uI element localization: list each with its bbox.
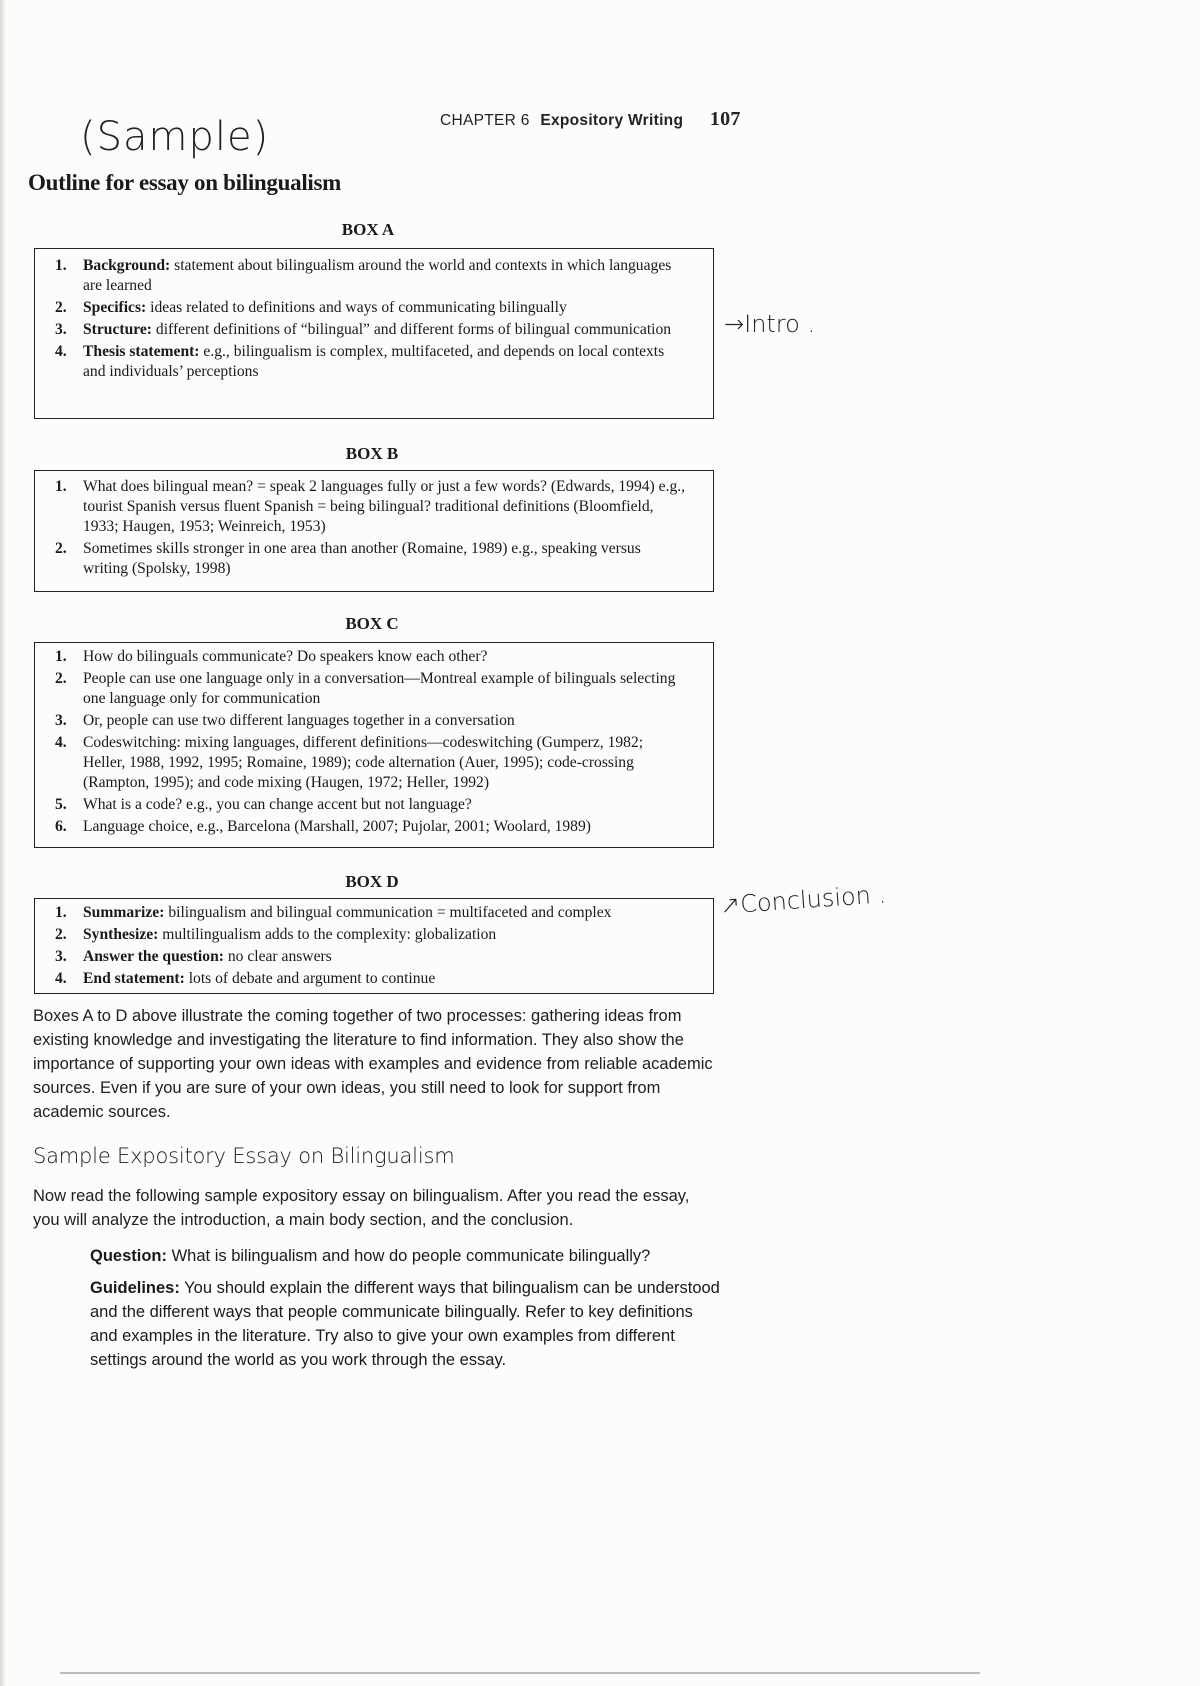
intro-paragraph: Now read the following sample expository essay on bilingualism. After you read the essay, you will analyze the introduction, a main body section, and the conclusion. <box>33 1187 690 1229</box>
list-item: 2. Specifics: ideas related to definitions and ways of communicating bilingually <box>55 299 567 316</box>
running-head <box>440 108 741 131</box>
question-term: Question: <box>90 1247 167 1265</box>
list-item: 1. What does bilingual mean? = speak 2 languages fully or just a few words? (Edwards, 1994) e.g., tourist Spanish versus fluent Spanish = being bilingual? traditional definitions (Bloomfield, 1933; Haugen, 1953; Weinreich, 1953) <box>55 478 686 535</box>
box-c-label: BOX C <box>345 614 399 633</box>
section-heading: Sample Expository Essay on Bilingualism <box>33 1144 455 1168</box>
guidelines-term: Guidelines: <box>90 1279 180 1297</box>
scan-bottom-line <box>60 1672 980 1674</box>
list-item: 6. Language choice, e.g., Barcelona (Marshall, 2007; Pujolar, 2001; Woolard, 1989) <box>55 818 591 835</box>
scan-edge-shadow <box>0 0 6 1686</box>
box-b <box>34 470 714 592</box>
list-item: 1. Summarize: bilingualism and bilingual communication = multifaceted and complex <box>55 904 612 921</box>
list-item: 3. Or, people can use two different languages together in a conversation <box>55 712 515 729</box>
question-line <box>90 1244 720 1268</box>
box-a-list <box>35 256 713 382</box>
outline-title: Outline for essay on bilingualism <box>28 170 342 195</box>
box-d <box>34 898 714 994</box>
list-item: 1. How do bilinguals communicate? Do speakers know each other? <box>55 648 488 665</box>
page-number: 107 <box>709 108 741 130</box>
guidelines-text: You should explain the different ways that bilingualism can be understood and the different ways that people communicate bilingually. Refer to key definitions and examples in the literature. Try also to give your own examples from different settings around the world as you work through the essay. <box>90 1279 720 1369</box>
handwritten-sample-note: (Sample) <box>80 114 270 160</box>
list-item: 2. Sometimes skills stronger in one area than another (Romaine, 1989) e.g., speaking versus writing (Spolsky, 1998) <box>55 540 641 577</box>
box-a <box>34 248 714 419</box>
question-text: What is bilingualism and how do people communicate bilingually? <box>171 1247 651 1265</box>
list-item: 2. Synthesize: multilingualism adds to the complexity: globalization <box>55 926 497 943</box>
box-c-list <box>35 647 713 837</box>
handwritten-conclusion-note: ↗Conclusion . <box>719 880 887 920</box>
list-item: 5. What is a code? e.g., you can change accent but not language? <box>55 796 472 813</box>
box-a-label: BOX A <box>341 220 395 239</box>
summary-paragraph: Boxes A to D above illustrate the coming together of two processes: gathering ideas from existing knowledge and investigating the literature to find information. They also show the importance of supporting your own ideas with examples and evidence from reliable academic sources. Even if you are sure of your own ideas, you still need to look for support from academic sources. <box>33 1007 713 1121</box>
chapter-label: CHAPTER 6 <box>440 112 530 129</box>
list-item: 4. Codeswitching: mixing languages, different definitions—codeswitching (Gumperz, 1982; Heller, 1988, 1992, 1995; Romaine, 1989); code alternation (Auer, 1995); code-crossing (Rampton, 1995); and code mixing (Haugen, 1972; Heller, 1992) <box>55 734 644 791</box>
list-item: 2. People can use one language only in a conversation—Montreal example of bilinguals selecting one language only for communication <box>55 670 676 707</box>
box-d-list <box>35 903 713 989</box>
list-item: 3. Structure: different definitions of “bilingual” and different forms of bilingual communication <box>55 321 672 338</box>
box-d-label: BOX D <box>345 872 399 891</box>
list-item: 4. End statement: lots of debate and argument to continue <box>55 970 436 987</box>
box-c <box>34 642 714 848</box>
handwritten-intro-note: →Intro . <box>724 310 816 338</box>
box-b-label: BOX B <box>345 444 399 463</box>
list-item: 4. Thesis statement: e.g., bilingualism is complex, multifaceted, and depends on local contexts and individuals’ perceptions <box>55 343 665 380</box>
guidelines-paragraph <box>90 1276 720 1372</box>
list-item: 1. Background: statement about bilingualism around the world and contexts in which languages are learned <box>55 257 672 294</box>
list-item: 3. Answer the question: no clear answers <box>55 948 332 965</box>
box-b-list <box>35 477 713 579</box>
chapter-title: Expository Writing <box>540 112 684 129</box>
